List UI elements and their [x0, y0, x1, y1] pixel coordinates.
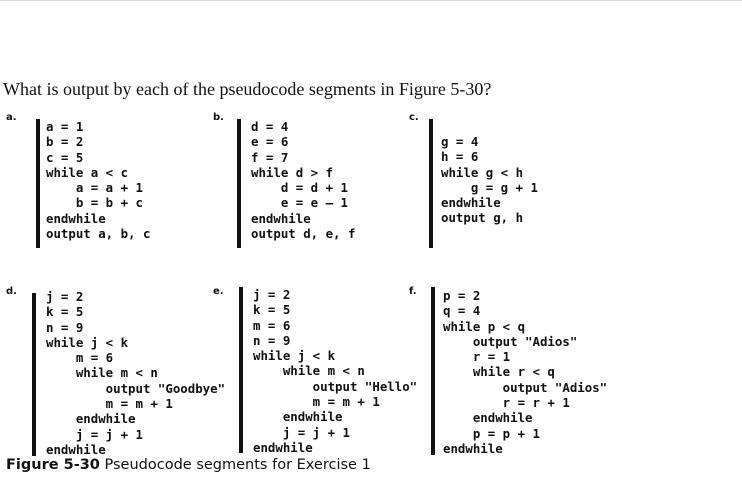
code-line: a = 1: [46, 119, 84, 134]
code-line: endwhile: [46, 210, 106, 226]
code-line: m = m + 1: [253, 394, 380, 410]
code-line: r = 1: [443, 349, 511, 365]
code-line: while j < k: [253, 348, 336, 364]
segment-label: e.: [213, 286, 224, 297]
code-block: [46, 286, 226, 457]
code-line: endwhile: [253, 439, 313, 455]
segment-a: [6, 113, 226, 248]
code-line: while m < n: [46, 365, 158, 381]
code-line: endwhile: [443, 440, 503, 456]
code-block: [251, 119, 355, 241]
segment-label: c.: [409, 112, 419, 123]
segment-e: [213, 287, 433, 457]
code-line: endwhile: [441, 195, 501, 211]
code-line: g = g + 1: [441, 179, 538, 195]
code-line: n = 9: [46, 319, 84, 335]
code-block: [443, 288, 607, 456]
code-line: n = 9: [253, 332, 291, 348]
code-line: e = e – 1: [251, 195, 348, 211]
code-line: output "Adios": [443, 379, 608, 395]
code-line: while j < k: [46, 334, 129, 350]
code-line: endwhile: [251, 210, 311, 226]
code-block: [46, 119, 150, 241]
code-line: e = 6: [251, 134, 289, 150]
code-line: while r < q: [443, 364, 555, 380]
top-divider: [0, 0, 742, 1]
code-block: [253, 287, 417, 455]
code-line: while m < n: [253, 363, 365, 379]
figure-caption: [6, 457, 371, 473]
code-line: a = a + 1: [46, 180, 143, 196]
segment-bar: [429, 119, 433, 248]
segment-label: d.: [6, 286, 17, 297]
segment-c: [409, 113, 629, 248]
code-line: b = b + c: [46, 195, 143, 211]
code-line: while g < h: [441, 164, 524, 180]
segment-b: [213, 113, 433, 248]
code-line: j = 2: [46, 289, 84, 304]
code-line: while p < q: [443, 318, 526, 334]
segment-bar: [237, 119, 241, 248]
code-line: c = 5: [46, 149, 84, 165]
code-line: output "Hello": [253, 378, 418, 394]
segment-bar: [431, 287, 435, 455]
segment-d: [6, 287, 226, 457]
code-line: b = 2: [46, 134, 84, 150]
code-line: r = r + 1: [443, 395, 570, 411]
segment-bar: [239, 287, 243, 453]
segment-bar: [36, 119, 40, 248]
code-line: h = 6: [441, 149, 479, 165]
code-line: k = 5: [46, 304, 84, 320]
code-line: output "Adios": [443, 333, 578, 349]
code-line: p = p + 1: [443, 425, 540, 441]
code-line: d = 4: [251, 119, 289, 134]
caption-text: Pseudocode segments for Exercise 1: [104, 457, 371, 473]
code-line: d = d + 1: [251, 180, 348, 196]
code-line: m = 6: [253, 317, 291, 333]
segment-f: [409, 287, 629, 457]
code-line: output g, h: [441, 210, 524, 226]
code-line: endwhile: [253, 409, 343, 425]
code-line: endwhile: [46, 411, 136, 427]
question-text: What is output by each of the pseudocode segments in Figure 5-30?: [3, 79, 492, 99]
code-line: j = 2: [253, 287, 291, 302]
code-line: output "Goodbye": [46, 380, 226, 396]
code-line: j = j + 1: [253, 424, 350, 440]
code-line: endwhile: [46, 441, 106, 457]
code-line: k = 5: [253, 302, 291, 318]
code-line: g = 4: [441, 134, 479, 149]
code-line: m = 6: [46, 350, 114, 366]
code-line: m = m + 1: [46, 396, 173, 412]
code-line: while a < c: [46, 164, 129, 180]
segment-label: f.: [409, 286, 417, 297]
code-line: while d > f: [251, 164, 334, 180]
code-block: [441, 134, 538, 226]
segment-bar: [32, 293, 36, 456]
code-line: q = 4: [443, 303, 481, 319]
segment-label: b.: [213, 112, 224, 123]
code-line: j = j + 1: [46, 426, 143, 442]
segment-label: a.: [6, 112, 17, 123]
code-line: output d, e, f: [251, 226, 356, 242]
code-line: p = 2: [443, 288, 481, 303]
code-line: f = 7: [251, 149, 289, 165]
code-line: output a, b, c: [46, 226, 151, 242]
code-line: endwhile: [443, 410, 533, 426]
caption-label: Figure 5-30: [6, 457, 100, 473]
